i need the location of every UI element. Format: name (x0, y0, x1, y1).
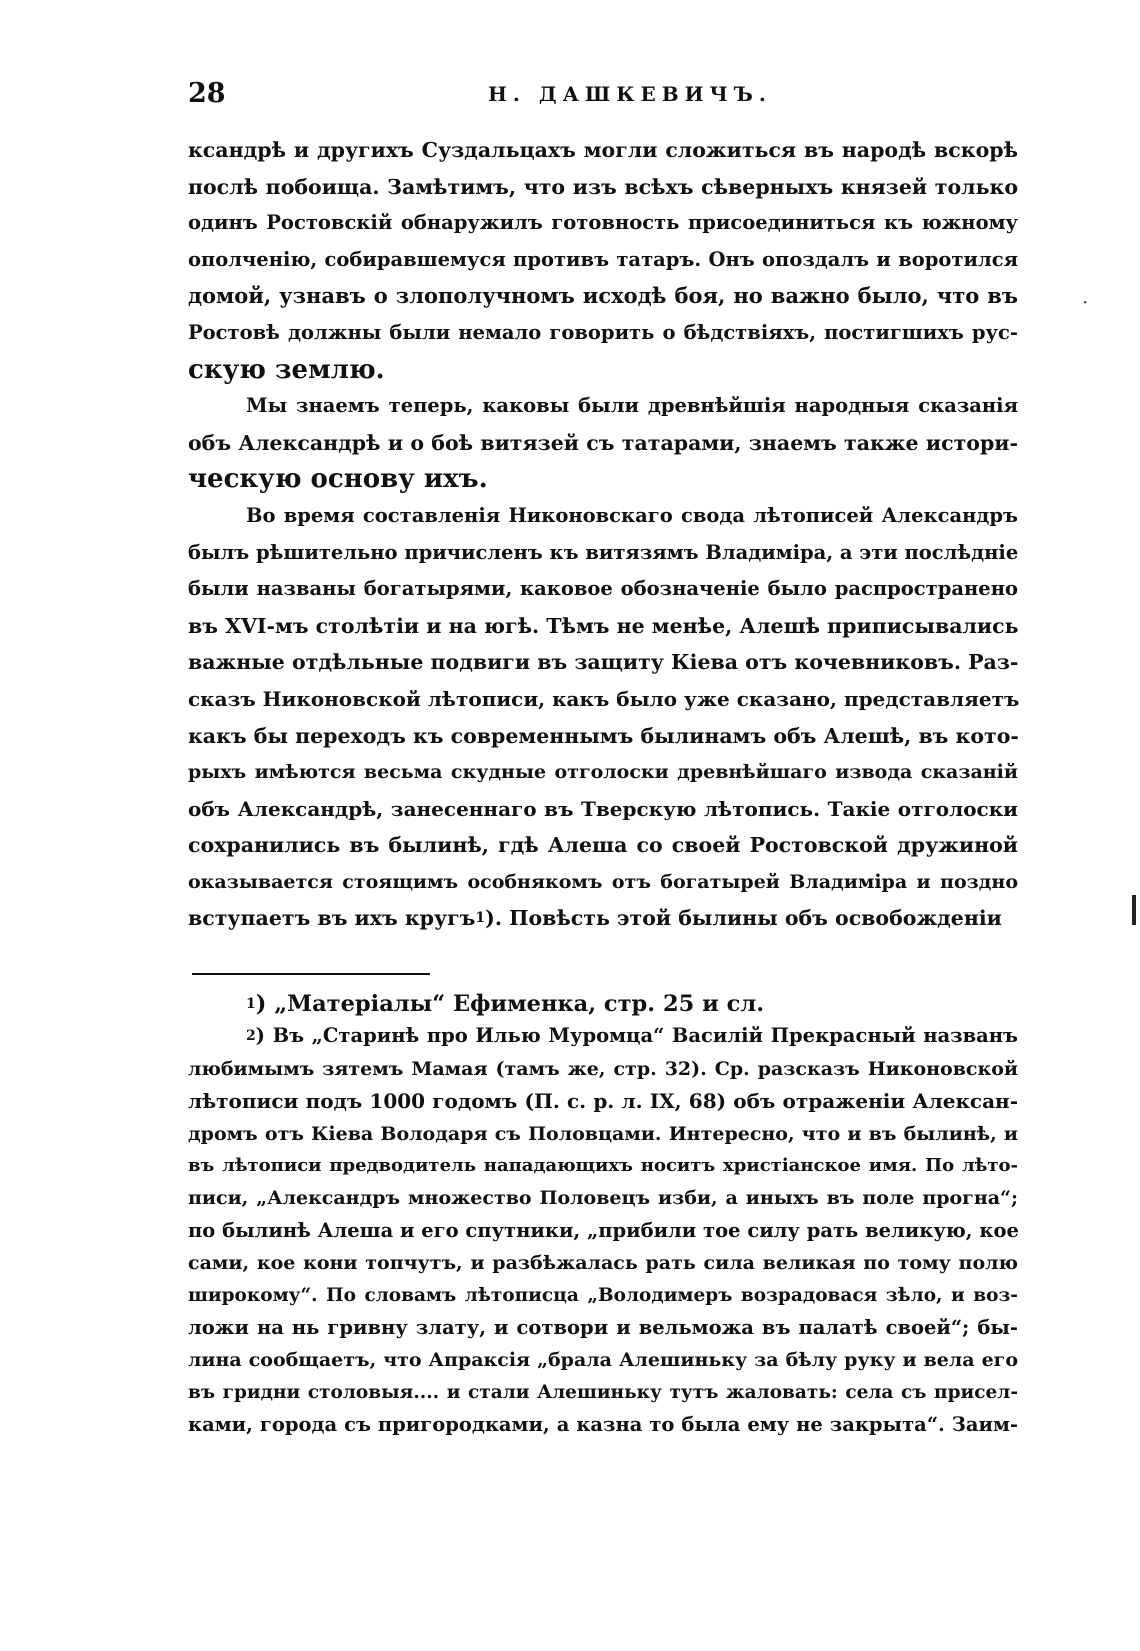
text-line: какъ бы переходъ къ современнымъ былинамъ объ Алешѣ, въ кото- (188, 723, 1019, 748)
page-number: 28 (188, 78, 226, 109)
footnote-ref: 1 (475, 910, 486, 927)
text-line: Ростовѣ должны были немало говорить о бѣдствіяхъ, постигшихъ рус- (188, 320, 1018, 344)
footnote-line: лина сообщаетъ, что Апраксія „брала Алешиньку за бѣлу руку и вела его (188, 1349, 1018, 1372)
text-line: сохранились въ былинѣ, гдѣ Алеша со своей Ростовской дружиной (188, 833, 1018, 858)
footnote-line: въ лѣтописи предводитель нападающихъ носитъ христіанское имя. По лѣто- (188, 1154, 1018, 1176)
text-line: рыхъ имѣются весьма скудные отголоски древнѣйшаго извода сказаній (188, 761, 1018, 784)
footnote-line: широкому“. По словамъ лѣтописца „Володимеръ возрадовася зѣло, и воз- (188, 1284, 1018, 1306)
text-fragment: ). Повѣсть этой былины объ освобожденіи (485, 906, 1002, 931)
text-line: домой, узнавъ о злополучномъ исходѣ боя, но важно было, что въ (188, 283, 1018, 309)
text-line: сказъ Никоновской лѣтописи, какъ было уже сказано, представляетъ (188, 686, 1020, 711)
text-line: ческую основу ихъ. (188, 464, 488, 495)
footnote-text: ) Въ „Старинѣ про Илью Муромца“ Василій Прекрасный названъ (255, 1024, 1018, 1048)
text-line: оказывается стоящимъ особнякомъ отъ богатырей Владиміра и поздно (188, 870, 1018, 893)
footnote-line: писи, „Александръ множество Половецъ изби, а иныхъ въ поле прогна“; (188, 1187, 1018, 1210)
text-line: были названы богатырями, каковое обозначеніе было распространено (188, 577, 1018, 601)
footnote-line: любимымъ зятемъ Мамая (тамъ же, стр. 32). Ср. разсказъ Никоновской (188, 1057, 1018, 1080)
text-line-with-note (188, 900, 1018, 937)
scan-speck: · (1082, 290, 1089, 314)
footnote-text: ) „Матеріалы“ Ефименка, стр. 25 и сл. (255, 991, 765, 1017)
footnote-line: ками, города съ пригородками, а казна то была ему не закрыта“. Заим- (188, 1413, 1018, 1437)
text-line: былъ рѣшительно причисленъ къ витязямъ Владиміра, а эти послѣдніе (188, 540, 1019, 564)
running-head: Н. ДАШКЕВИЧЪ. (488, 82, 772, 106)
footnote-mark: 2 (246, 1028, 256, 1045)
main-text (188, 132, 1018, 937)
footnote-mark: 1 (246, 996, 256, 1012)
footnote-line: лѣтописи подъ 1000 годомъ (П. с. р. л. IX, 68) объ отраженіи Алексан- (188, 1089, 1018, 1114)
text-line: важные отдѣльные подвиги въ защиту Кіева отъ кочевниковъ. Раз- (188, 650, 1019, 675)
footnote-line: сами, кое кони топчутъ, и разбѣжалась рать сила великая по тому полю (188, 1252, 1018, 1275)
text-line: скую землю. (188, 354, 385, 385)
footnote-line: ложи на нь гривну злату, и сотвори и вельможа въ палатѣ своей“; бы- (188, 1315, 1018, 1339)
paragraph-start: Мы знаемъ теперь, каковы были древнѣйшія народныя сказанія (246, 394, 1018, 418)
text-line: объ Александрѣ и о боѣ витязей съ татарами, знаемъ также истори- (188, 430, 1018, 455)
text-line: объ Александрѣ, занесеннаго въ Тверскую лѣтопись. Такіе отголоски (188, 796, 1018, 821)
footnote-2 (188, 1020, 1018, 1052)
footnote-line: по былинѣ Алеша и его спутники, „прибили тое силу рать великую, кое (188, 1218, 1019, 1242)
page-header (188, 78, 1018, 118)
footnote-line: въ гридни столовыя.... и стали Алешиньку тутъ жаловать: села съ присел- (188, 1381, 1018, 1403)
footnote-rule (192, 973, 430, 975)
scan-edge-mark (1132, 895, 1136, 925)
text-line: послѣ побоища. Замѣтимъ, что изъ всѣхъ сѣверныхъ князей только (188, 174, 1018, 199)
text-line: ксандрѣ и другихъ Суздальцахъ могли сложиться въ народѣ вскорѣ (188, 138, 1018, 162)
paragraph-start: Во время составленія Никоновскаго свода лѣтописей Александръ (246, 503, 1018, 527)
text-line: ополченію, собиравшемуся противъ татаръ. Онъ опоздалъ и воротился (188, 247, 1018, 271)
text-line: одинъ Ростовскій обнаружилъ готовность присоединиться къ южному (188, 211, 1018, 235)
footnotes (188, 988, 1018, 1441)
footnote-1 (188, 988, 1018, 1020)
text-fragment: вступаетъ въ ихъ кругъ (188, 906, 476, 931)
text-line: въ XVI-мъ столѣтіи и на югѣ. Тѣмъ не менѣе, Алешѣ приписывались (188, 613, 1019, 638)
footnote-line: дромъ отъ Кіева Володаря съ Половцами. Интересно, что и въ былинѣ, и (188, 1122, 1018, 1145)
